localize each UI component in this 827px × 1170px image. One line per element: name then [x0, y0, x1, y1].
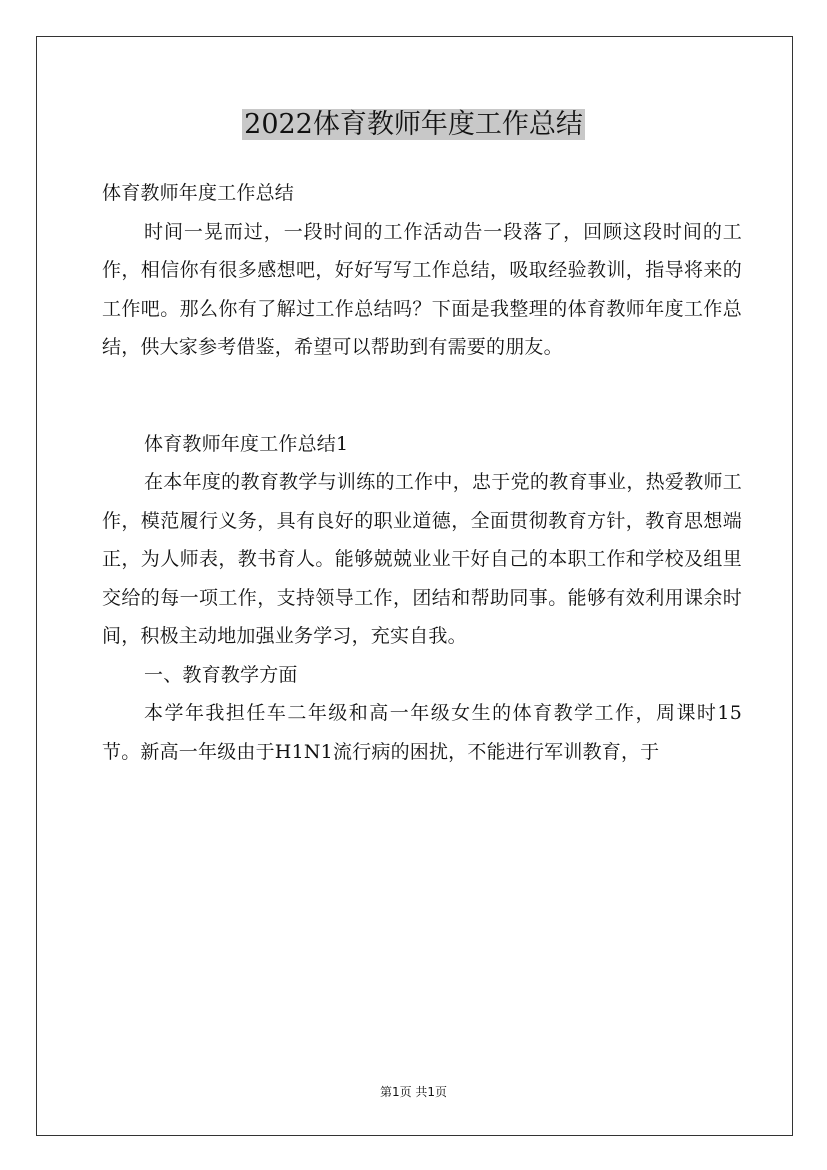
- document-title: [0, 103, 827, 145]
- intro-paragraph: 时间一晃而过，一段时间的工作活动告一段落了，回顾这段时间的工作，相信你有很多感想吧，好好写写工作总结，吸取经验教训，指导将来的工作吧。那么你有了解过工作总结吗？下面是我整理的体育教师年度工作总结，供大家参考借鉴，希望可以帮助到有需要的朋友。: [102, 220, 742, 358]
- page-footer: 第1页 共1页: [379, 1085, 448, 1099]
- subheading-teaching: 一、教育教学方面: [144, 663, 298, 686]
- body-paragraph-2: 本学年我担任车二年级和高一年级女生的体育教学工作，周课时15节。新高一年级由于H1N1流行病的困扰，不能进行军训教育，于: [102, 702, 742, 763]
- body-paragraph-1: 在本年度的教育教学与训练的工作中，忠于党的教育事业，热爱教师工作，模范履行义务，具有良好的职业道德，全面贯彻教育方针，教育思想端正，为人师表，教书育人。能够兢兢业业干好自己的本职工作和学校及组里交给的每一项工作，支持领导工作，团结和帮助同事。能够有效利用课余时间，积极主动地加强业务学习，充实自我。: [102, 471, 742, 647]
- section-heading: 体育教师年度工作总结1: [144, 432, 349, 455]
- document-body: [102, 174, 742, 771]
- document-subtitle: 体育教师年度工作总结: [102, 182, 295, 204]
- title-highlight: 2022体育教师年度工作总结: [244, 109, 583, 140]
- blank-line: [102, 367, 742, 425]
